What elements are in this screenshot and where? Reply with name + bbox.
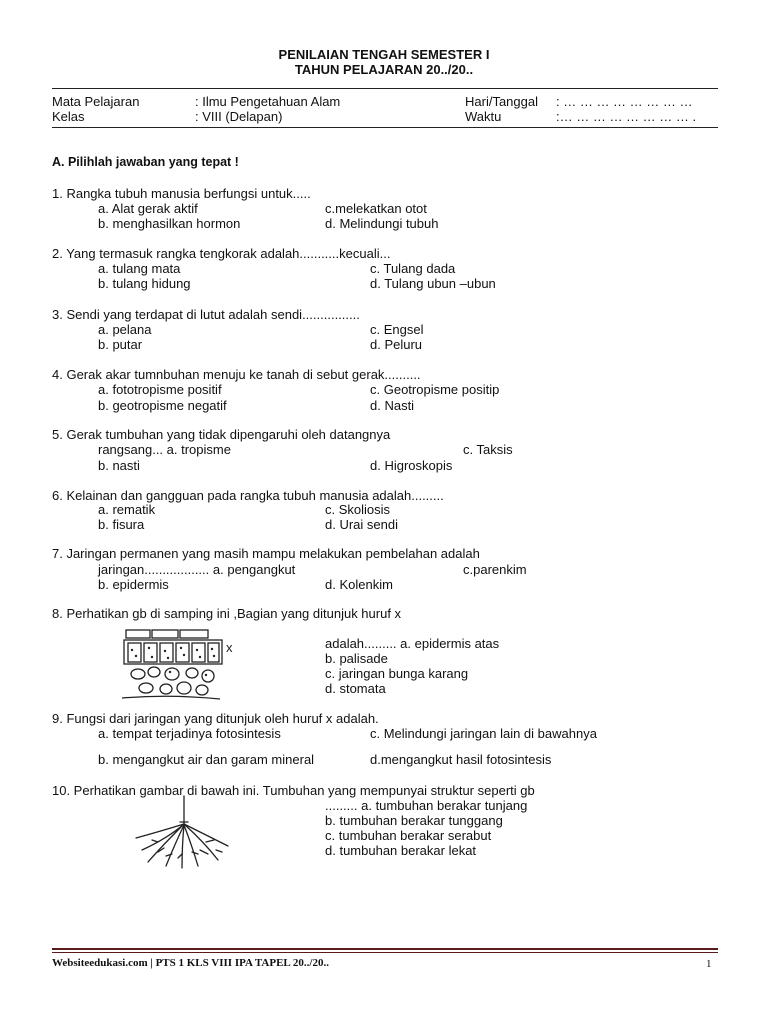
q2-option-d: d. Tulang ubun –ubun	[370, 276, 496, 291]
q8-option-a: adalah......... a. epidermis atas	[325, 636, 500, 651]
fibrous-root-figure	[128, 794, 238, 870]
header-divider-top	[52, 88, 718, 89]
question-2: 2. Yang termasuk rangka tengkorak adalah...........kecuali...	[52, 246, 391, 261]
q5-option-c: c. Taksis	[463, 442, 513, 457]
question-8: 8. Perhatikan gb di samping ini ,Bagian yang ditunjuk huruf x	[52, 606, 402, 621]
q4-option-d: d. Nasti	[370, 398, 415, 413]
q6-option-b: b. fisura	[98, 517, 145, 532]
q3-option-c: c. Engsel	[370, 322, 424, 337]
day-label: Hari/Tanggal	[465, 94, 538, 109]
q7-option-c: c.parenkim	[463, 562, 527, 577]
q3-option-a: a. pelana	[98, 322, 152, 337]
question-7: 7. Jaringan permanen yang masih mampu melakukan pembelahan adalah	[52, 546, 480, 561]
question-6: 6. Kelainan dan gangguan pada rangka tubuh manusia adalah.........	[52, 488, 444, 503]
page-title: PENILAIAN TENGAH SEMESTER I	[278, 47, 490, 62]
footer-text: Websiteedukasi.com | PTS 1 KLS VIII IPA TAPEL 20../20..	[52, 957, 329, 969]
figure-label-x: x	[226, 640, 233, 655]
q10-option-d: d. tumbuhan berakar lekat	[325, 843, 477, 858]
q8-option-c: c. jaringan bunga karang	[325, 666, 469, 681]
q8-option-d: d. stomata	[325, 681, 386, 696]
q5-option-b: b. nasti	[98, 458, 140, 473]
question-5: 5. Gerak tumbuhan yang tidak dipengaruhi oleh datangnya	[52, 427, 391, 442]
q9-option-a: a. tempat terjadinya fotosintesis	[98, 726, 281, 741]
q7-option-b: b. epidermis	[98, 577, 169, 592]
q7-option-d: d. Kolenkim	[325, 577, 393, 592]
q1-option-d: d. Melindungi tubuh	[325, 216, 439, 231]
q8-option-b: b. palisade	[325, 651, 388, 666]
q1-option-c: c.melekatkan otot	[325, 201, 427, 216]
q5-option-a: rangsang... a. tropisme	[98, 442, 231, 457]
q4-option-c: c. Geotropisme positip	[370, 382, 500, 397]
q4-option-b: b. geotropisme negatif	[98, 398, 227, 413]
q5-option-d: d. Higroskopis	[370, 458, 453, 473]
footer-rule-top	[52, 948, 718, 950]
q3-option-b: b. putar	[98, 337, 143, 352]
q9-option-c: c. Melindungi jaringan lain di bawahnya	[370, 726, 597, 741]
q1-option-a: a. Alat gerak aktif	[98, 201, 198, 216]
q7-option-a: jaringan.................. a. pengangkut	[98, 562, 296, 577]
q9-option-b: b. mengangkut air dan garam mineral	[98, 752, 315, 767]
q3-option-d: d. Peluru	[370, 337, 423, 352]
section-heading: A. Pilihlah jawaban yang tepat !	[52, 155, 239, 169]
time-value: :… … … … … … … … .	[556, 109, 697, 124]
q1-option-b: b. menghasilkan hormon	[98, 216, 241, 231]
q9-option-d: d.mengangkut hasil fotosintesis	[370, 752, 552, 767]
subject-value: : Ilmu Pengetahuan Alam	[195, 94, 341, 109]
q2-option-c: c. Tulang dada	[370, 261, 456, 276]
page-subtitle: TAHUN PELAJARAN 20../20..	[294, 62, 474, 77]
q4-option-a: a. fototropisme positif	[98, 382, 222, 397]
q2-option-a: a. tulang mata	[98, 261, 181, 276]
q10-option-a: ......... a. tumbuhan berakar tunjang	[325, 798, 528, 813]
page-number: 1	[706, 958, 712, 970]
footer-rule-bottom	[52, 952, 718, 953]
q10-option-c: c. tumbuhan berakar serabut	[325, 828, 492, 843]
q6-option-a: a. rematik	[98, 502, 156, 517]
question-10: 10. Perhatikan gambar di bawah ini. Tumbuhan yang mempunyai struktur seperti gb	[52, 783, 535, 798]
day-value: : … … … … … … … …	[556, 94, 693, 109]
question-9: 9. Fungsi dari jaringan yang ditunjuk oleh huruf x adalah.	[52, 711, 379, 726]
question-1: 1. Rangka tubuh manusia berfungsi untuk.....	[52, 186, 311, 201]
header-divider-bottom	[52, 127, 718, 128]
question-3: 3. Sendi yang terdapat di lutut adalah sendi................	[52, 307, 360, 322]
q2-option-b: b. tulang hidung	[98, 276, 191, 291]
q6-option-c: c. Skoliosis	[325, 502, 391, 517]
q10-option-b: b. tumbuhan berakar tunggang	[325, 813, 503, 828]
class-label: Kelas	[52, 109, 85, 124]
question-4: 4. Gerak akar tumnbuhan menuju ke tanah di sebut gerak..........	[52, 367, 421, 382]
class-value: : VIII (Delapan)	[195, 109, 283, 124]
subject-label: Mata Pelajaran	[52, 94, 140, 109]
time-label: Waktu	[465, 109, 502, 124]
leaf-tissue-figure	[120, 626, 250, 704]
q6-option-d: d. Urai sendi	[325, 517, 398, 532]
